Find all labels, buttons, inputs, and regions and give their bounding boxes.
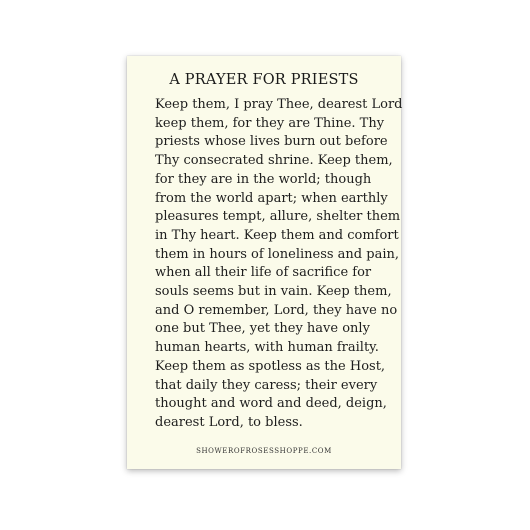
card-title: A PRAYER FOR PRIESTS <box>169 72 359 88</box>
prayer-card <box>127 56 401 469</box>
prayer-line: them in hours of loneliness and pain, <box>155 246 399 262</box>
prayer-line: souls seems but in vain. Keep them, <box>155 284 392 300</box>
prayer-line: from the world apart; when earthly <box>155 190 388 206</box>
prayer-line: priests whose lives burn out before <box>155 134 388 150</box>
prayer-line: Keep them as spotless as the Host, <box>155 358 386 374</box>
prayer-line: one but Thee, yet they have only <box>155 321 370 337</box>
prayer-line: and O remember, Lord, they have no <box>155 302 398 318</box>
prayer-line: when all their life of sacrifice for <box>155 265 372 281</box>
shop-url: SHOWEROFROSESSHOPPE.COM <box>196 447 332 455</box>
prayer-line: that daily they caress; their every <box>155 377 378 393</box>
prayer-line: human hearts, with human frailty. <box>155 340 379 356</box>
prayer-line: keep them, for they are Thine. Thy <box>155 115 385 131</box>
prayer-line: thought and word and deed, deign, <box>155 396 387 412</box>
prayer-line: pleasures tempt, allure, shelter them <box>155 209 401 225</box>
prayer-text <box>155 96 403 433</box>
prayer-line: in Thy heart. Keep them and comfort <box>155 227 399 243</box>
prayer-line: dearest Lord, to bless. <box>155 414 303 430</box>
prayer-line: Keep them, I pray Thee, dearest Lord <box>155 97 403 112</box>
prayer-line: Thy consecrated shrine. Keep them, <box>155 153 393 169</box>
prayer-line: for they are in the world; though <box>155 171 372 187</box>
